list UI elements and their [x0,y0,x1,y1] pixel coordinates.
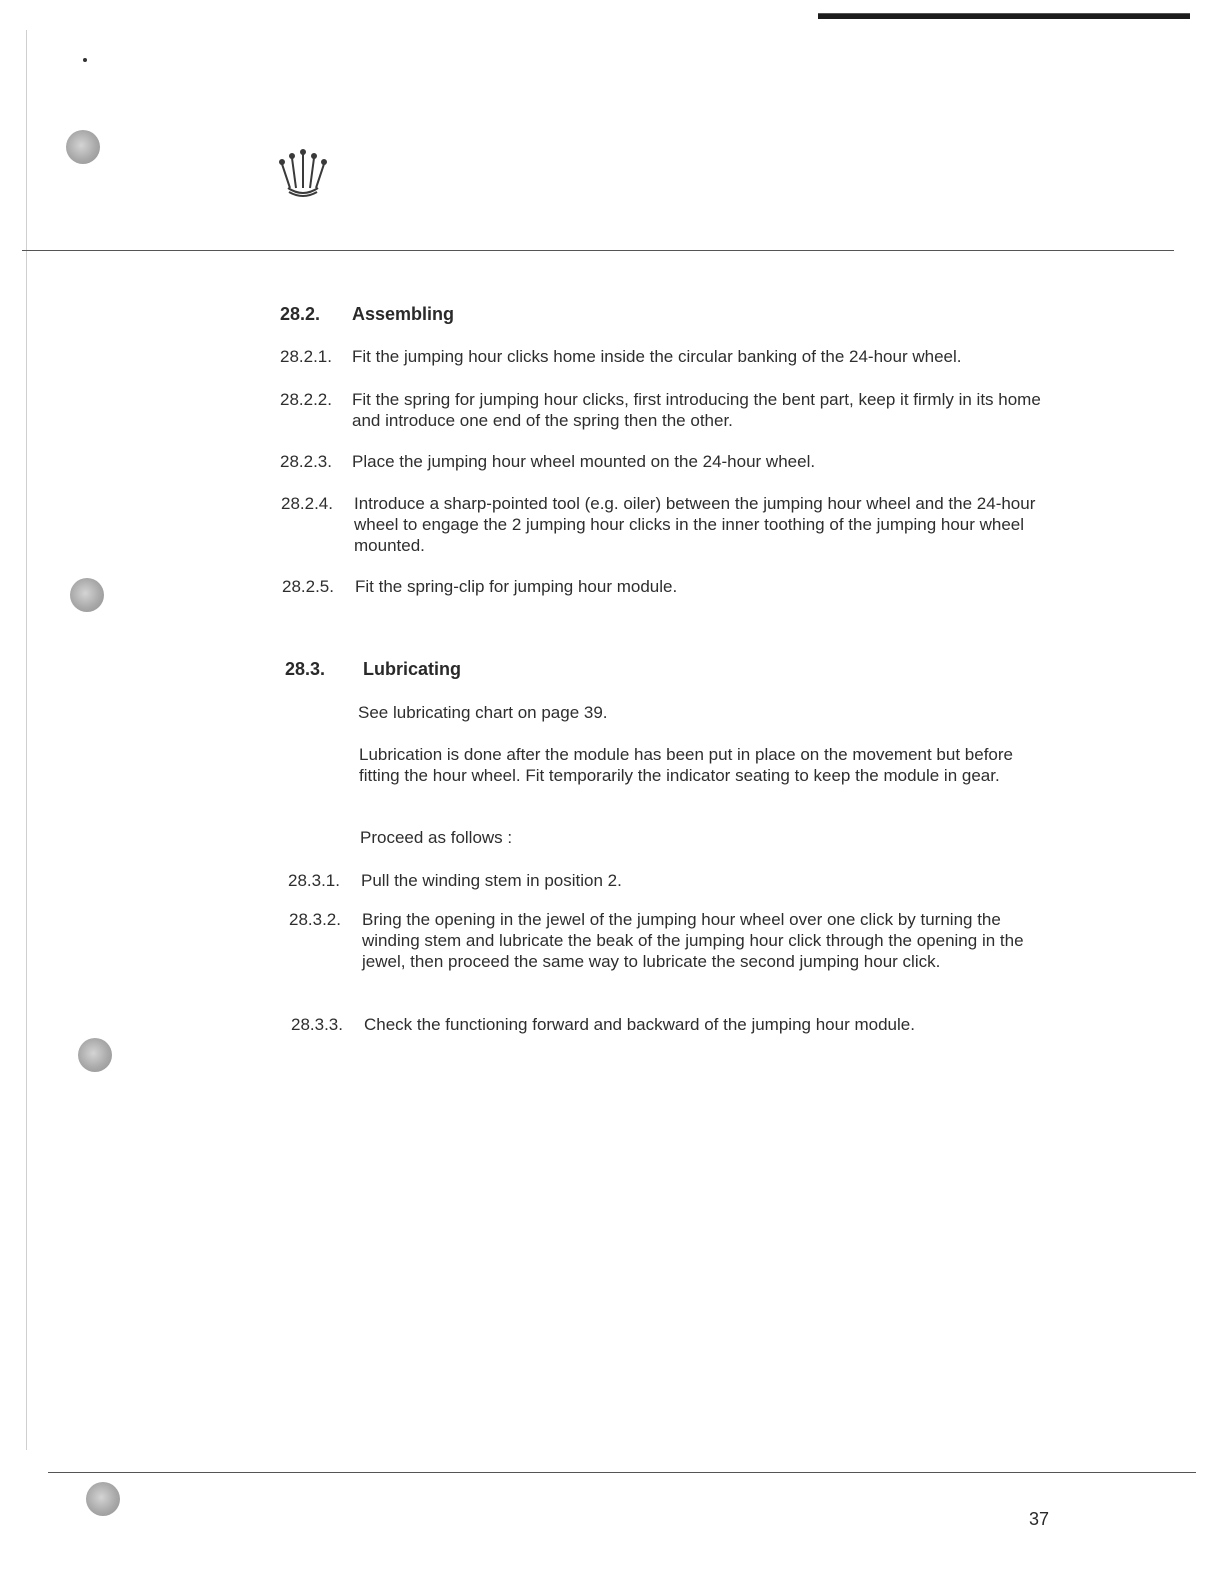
paragraph: Lubrication is done after the module has been put in place on the movement but before fitting the hour wheel. Fit temporarily the indicator seating to keep the module in gear. [359,745,1013,785]
binder-margin-line [26,30,27,1450]
punch-hole [78,1038,112,1072]
list-item [280,389,1060,431]
item-number: 28.2.3. [280,452,332,471]
section-title: Lubricating [363,659,461,679]
list-item [281,493,1061,556]
punch-hole [86,1482,120,1516]
paragraph: See lubricating chart on page 39. [358,703,608,722]
item-number: 28.3.1. [288,871,340,890]
item-text: Fit the jumping hour clicks home inside the circular banking of the 24-hour wheel. [352,347,962,366]
crown-logo-icon [276,146,330,202]
item-text: Fit the spring for jumping hour clicks, first introducing the bent part, keep it firmly in its home and introduce one end of the spring then the other. [352,390,1041,430]
item-number: 28.3.3. [291,1015,343,1034]
item-text: Introduce a sharp-pointed tool (e.g. oiler) between the jumping hour wheel and the 24-hour wheel to engage the 2 jumping hour clicks in the inner toothing of the jumping hour wheel mounted. [354,494,1036,555]
section-number: 28.3. [285,659,326,679]
section-heading [280,304,454,325]
page-number: 37 [1029,1509,1050,1529]
section-title: Assembling [352,304,455,324]
item-number: 28.2.1. [280,347,332,366]
item-text: Fit the spring-clip for jumping hour module. [355,577,678,596]
list-item [291,1014,1061,1035]
footer-rule [48,1472,1196,1473]
paragraph: Proceed as follows : [360,828,513,847]
item-number: 28.2.4. [281,494,333,513]
list-item [289,909,1059,972]
item-text: Bring the opening in the jewel of the jumping hour wheel over one click by turning the winding stem and lubricate the beak of the jumping hour click through the opening in the jewel, then proceed the same way to lubricate the second jumping hour click. [362,910,1024,971]
item-text: Check the functioning forward and backward of the jumping hour module. [364,1015,915,1034]
punch-hole [70,578,104,612]
item-text: Place the jumping hour wheel mounted on the 24-hour wheel. [352,452,816,471]
list-item [280,451,1060,472]
item-number: 28.3.2. [289,910,341,929]
list-item [288,870,1058,891]
header-rule [22,250,1174,251]
item-text: Pull the winding stem in position 2. [361,871,622,890]
section-heading [285,659,461,680]
item-number: 28.2.2. [280,390,332,409]
item-number: 28.2.5. [282,577,334,596]
section-number: 28.2. [280,304,321,324]
punch-hole [66,130,100,164]
top-bar [818,14,1190,19]
list-item [280,346,1060,367]
list-item [282,576,1062,597]
speck [83,58,87,62]
